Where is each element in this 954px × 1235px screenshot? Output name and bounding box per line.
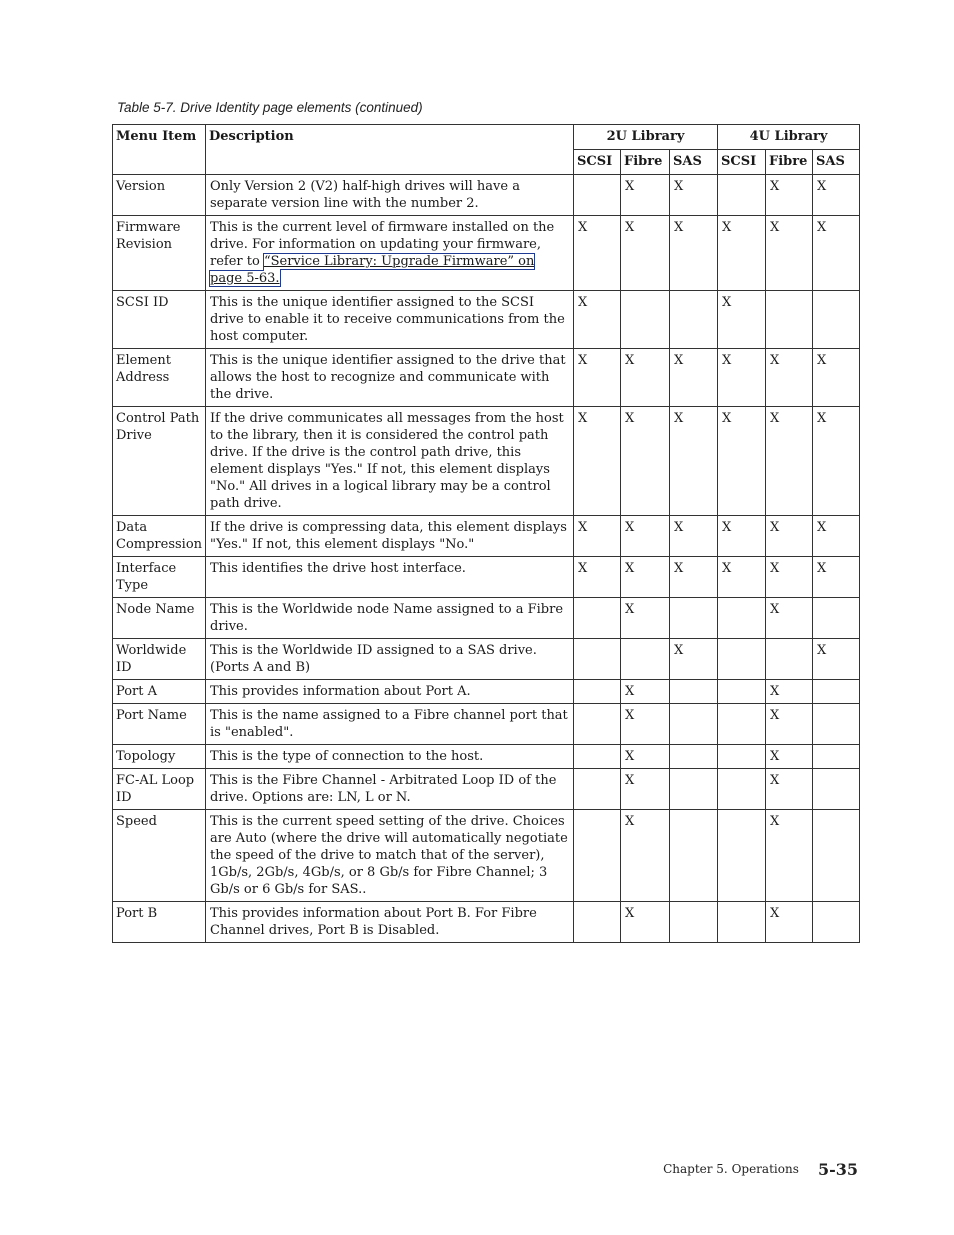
mark-2u-scsi: [574, 598, 621, 639]
description-cell: [206, 175, 574, 216]
description-text: This is the current level of firmware installed on the drive. For information on updating your firmware, refer to: [210, 220, 555, 269]
description-text: This is the current speed setting of the drive. Choices are Auto (where the drive will automatically negotiate the speed of the drive to match that of the server), 1Gb/s, 2Gb/s, 4Gb/s, or 8 Gb/s for Fibre Channel; 3 Gb/s or 6 Gb/s for SAS..: [210, 814, 568, 897]
menu-item-cell: FC-AL Loop ID: [113, 769, 206, 810]
mark-4u-sas: [813, 680, 860, 704]
mark-2u-scsi: X: [574, 349, 621, 407]
footer-chapter: Chapter 5. Operations: [663, 1162, 799, 1176]
mark-4u-sas: X: [813, 639, 860, 680]
mark-2u-fibre: [621, 291, 670, 349]
mark-2u-scsi: [574, 769, 621, 810]
table-row: [113, 349, 860, 407]
mark-4u-sas: X: [813, 216, 860, 291]
mark-2u-scsi: [574, 902, 621, 943]
mark-2u-fibre: X: [621, 745, 670, 769]
header-4u-fibre: Fibre: [766, 150, 813, 175]
description-cell: [206, 216, 574, 291]
mark-2u-sas: X: [670, 216, 718, 291]
mark-4u-scsi: X: [718, 407, 766, 516]
menu-item-cell: Topology: [113, 745, 206, 769]
mark-4u-fibre: X: [766, 902, 813, 943]
mark-2u-fibre: X: [621, 516, 670, 557]
description-cell: [206, 598, 574, 639]
description-text: This is the unique identifier assigned to the SCSI drive to enable it to receive communications from the host computer.: [210, 295, 565, 344]
table-caption: Table 5-7. Drive Identity page elements (continued): [117, 100, 423, 115]
mark-4u-sas: [813, 704, 860, 745]
drive-identity-table: [112, 124, 860, 943]
description-text: This identifies the drive host interface.: [210, 561, 466, 576]
mark-2u-fibre: X: [621, 769, 670, 810]
table-row: [113, 407, 860, 516]
header-2u-scsi: SCSI: [574, 150, 621, 175]
mark-4u-fibre: X: [766, 516, 813, 557]
menu-item-cell: Element Address: [113, 349, 206, 407]
mark-4u-sas: [813, 291, 860, 349]
mark-2u-sas: [670, 769, 718, 810]
mark-2u-sas: X: [670, 349, 718, 407]
menu-item-cell: Interface Type: [113, 557, 206, 598]
mark-2u-fibre: X: [621, 902, 670, 943]
mark-2u-fibre: X: [621, 557, 670, 598]
table-row: [113, 810, 860, 902]
mark-2u-sas: [670, 291, 718, 349]
header-menu-item: Menu Item: [113, 125, 206, 175]
mark-2u-scsi: X: [574, 407, 621, 516]
menu-item-cell: Worldwide ID: [113, 639, 206, 680]
mark-2u-fibre: X: [621, 704, 670, 745]
mark-2u-sas: [670, 598, 718, 639]
page-footer: [663, 1160, 858, 1179]
mark-2u-fibre: X: [621, 810, 670, 902]
mark-4u-fibre: X: [766, 598, 813, 639]
mark-4u-fibre: X: [766, 349, 813, 407]
mark-4u-fibre: X: [766, 745, 813, 769]
mark-4u-scsi: [718, 902, 766, 943]
mark-4u-fibre: X: [766, 704, 813, 745]
mark-4u-scsi: X: [718, 216, 766, 291]
table-row: [113, 598, 860, 639]
description-text: This is the Worldwide ID assigned to a SAS drive. (Ports A and B): [210, 643, 537, 675]
mark-4u-fibre: X: [766, 769, 813, 810]
table-row: [113, 902, 860, 943]
menu-item-cell: SCSI ID: [113, 291, 206, 349]
mark-4u-scsi: [718, 810, 766, 902]
description-text: Only Version 2 (V2) half-high drives will have a separate version line with the number 2.: [210, 179, 520, 211]
mark-2u-sas: X: [670, 516, 718, 557]
mark-2u-fibre: [621, 639, 670, 680]
mark-2u-sas: [670, 680, 718, 704]
mark-4u-fibre: X: [766, 407, 813, 516]
menu-item-cell: Speed: [113, 810, 206, 902]
mark-2u-scsi: X: [574, 216, 621, 291]
mark-4u-sas: X: [813, 349, 860, 407]
mark-2u-fibre: X: [621, 598, 670, 639]
description-text: This is the Fibre Channel - Arbitrated Loop ID of the drive. Options are: LN, L or N.: [210, 773, 557, 805]
menu-item-cell: Control Path Drive: [113, 407, 206, 516]
mark-4u-sas: X: [813, 175, 860, 216]
mark-2u-scsi: [574, 175, 621, 216]
mark-2u-fibre: X: [621, 175, 670, 216]
mark-2u-sas: X: [670, 407, 718, 516]
description-text: This is the type of connection to the host.: [210, 749, 484, 764]
mark-4u-sas: X: [813, 516, 860, 557]
mark-4u-scsi: [718, 639, 766, 680]
description-text: If the drive is compressing data, this element displays "Yes." If not, this element displays "No.": [210, 520, 567, 552]
mark-2u-sas: X: [670, 175, 718, 216]
header-2u-fibre: Fibre: [621, 150, 670, 175]
page-number: 5-35: [817, 1160, 858, 1179]
table-row: [113, 639, 860, 680]
mark-4u-fibre: X: [766, 216, 813, 291]
description-text: This is the unique identifier assigned to the drive that allows the host to recognize and communicate with the drive.: [210, 353, 566, 402]
header-2u-sas: SAS: [670, 150, 718, 175]
mark-4u-scsi: [718, 680, 766, 704]
mark-2u-fibre: X: [621, 216, 670, 291]
mark-2u-scsi: [574, 704, 621, 745]
menu-item-cell: Port B: [113, 902, 206, 943]
menu-item-cell: Port A: [113, 680, 206, 704]
mark-4u-scsi: [718, 598, 766, 639]
table-row: [113, 704, 860, 745]
header-4u-sas: SAS: [813, 150, 860, 175]
mark-4u-sas: [813, 902, 860, 943]
mark-4u-sas: [813, 745, 860, 769]
header-4u-scsi: SCSI: [718, 150, 766, 175]
mark-4u-sas: X: [813, 557, 860, 598]
menu-item-cell: Node Name: [113, 598, 206, 639]
mark-4u-sas: [813, 810, 860, 902]
table-row: [113, 291, 860, 349]
table-row: [113, 680, 860, 704]
mark-4u-scsi: [718, 175, 766, 216]
description-text: This provides information about Port A.: [210, 684, 471, 699]
mark-4u-scsi: X: [718, 516, 766, 557]
mark-4u-scsi: [718, 745, 766, 769]
description-cell: [206, 291, 574, 349]
header-4u-library: 4U Library: [718, 125, 860, 150]
description-cell: [206, 639, 574, 680]
mark-2u-scsi: X: [574, 291, 621, 349]
mark-2u-scsi: [574, 680, 621, 704]
mark-4u-fibre: X: [766, 175, 813, 216]
mark-2u-sas: X: [670, 639, 718, 680]
mark-2u-fibre: X: [621, 680, 670, 704]
table-row: [113, 216, 860, 291]
mark-2u-scsi: [574, 810, 621, 902]
mark-4u-scsi: X: [718, 557, 766, 598]
table-row: [113, 769, 860, 810]
description-cell: [206, 902, 574, 943]
description-text: This provides information about Port B. For Fibre Channel drives, Port B is Disabled.: [210, 906, 537, 938]
mark-4u-scsi: [718, 704, 766, 745]
description-cell: [206, 407, 574, 516]
description-cell: [206, 769, 574, 810]
mark-4u-fibre: X: [766, 680, 813, 704]
header-description: Description: [206, 125, 574, 175]
mark-4u-scsi: [718, 769, 766, 810]
menu-item-cell: Port Name: [113, 704, 206, 745]
mark-2u-scsi: [574, 745, 621, 769]
mark-2u-sas: [670, 810, 718, 902]
mark-2u-fibre: X: [621, 349, 670, 407]
mark-4u-sas: [813, 769, 860, 810]
description-cell: [206, 745, 574, 769]
upgrade-firmware-link[interactable]: “Service Library: Upgrade Firmware” on page 5-63.: [210, 254, 535, 286]
mark-2u-scsi: [574, 639, 621, 680]
mark-4u-fibre: [766, 291, 813, 349]
mark-2u-sas: [670, 902, 718, 943]
mark-4u-scsi: X: [718, 349, 766, 407]
mark-2u-sas: [670, 704, 718, 745]
mark-2u-scsi: X: [574, 516, 621, 557]
table-row: [113, 516, 860, 557]
description-cell: [206, 704, 574, 745]
description-text: If the drive communicates all messages from the host to the library, then it is considered the control path drive. If the drive is the control path drive, this element displays "Yes." If not, this element displays "No." All drives in a logical library may be a control path drive.: [210, 411, 564, 511]
description-cell: [206, 349, 574, 407]
description-cell: [206, 516, 574, 557]
table-row: [113, 175, 860, 216]
table-row: [113, 745, 860, 769]
description-cell: [206, 680, 574, 704]
description-text: This is the Worldwide node Name assigned to a Fibre drive.: [210, 602, 564, 634]
menu-item-cell: Version: [113, 175, 206, 216]
menu-item-cell: Firmware Revision: [113, 216, 206, 291]
description-cell: [206, 810, 574, 902]
mark-2u-sas: X: [670, 557, 718, 598]
mark-2u-scsi: X: [574, 557, 621, 598]
mark-4u-sas: [813, 598, 860, 639]
menu-item-cell: Data Compression: [113, 516, 206, 557]
mark-4u-fibre: [766, 639, 813, 680]
mark-4u-sas: X: [813, 407, 860, 516]
table-body: [113, 175, 860, 943]
mark-2u-fibre: X: [621, 407, 670, 516]
description-text: This is the name assigned to a Fibre channel port that is "enabled".: [210, 708, 568, 740]
mark-2u-sas: [670, 745, 718, 769]
mark-4u-fibre: X: [766, 810, 813, 902]
description-cell: [206, 557, 574, 598]
mark-4u-fibre: X: [766, 557, 813, 598]
header-2u-library: 2U Library: [574, 125, 718, 150]
mark-4u-scsi: X: [718, 291, 766, 349]
table-row: [113, 557, 860, 598]
